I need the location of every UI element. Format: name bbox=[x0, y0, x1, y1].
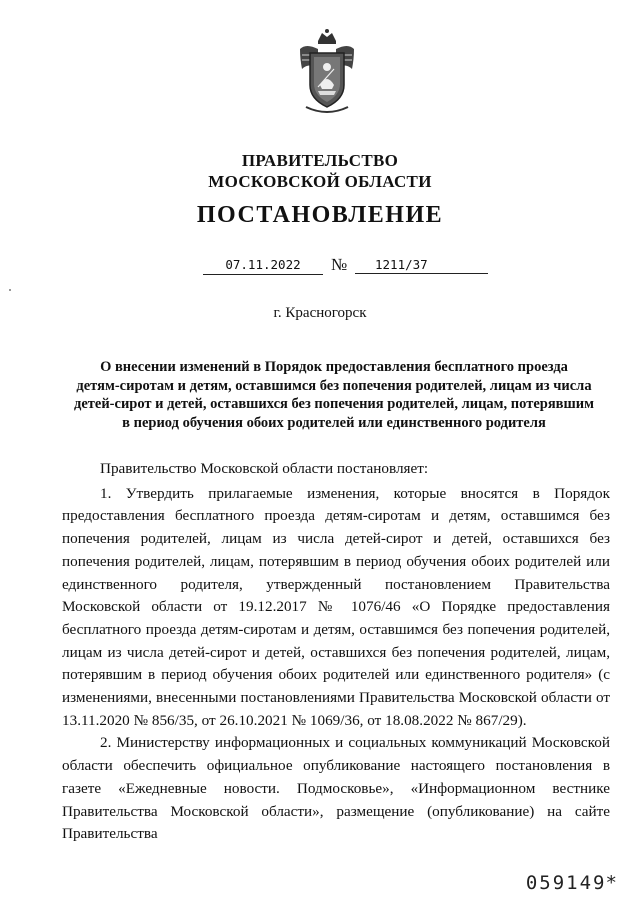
document-number: 1211/37 bbox=[355, 257, 488, 274]
number-label: № bbox=[331, 255, 348, 274]
body-item-1: 1. Утвердить прилагаемые изменения, которые вносятся в Порядок предоставления бесплатного проезда детям-сиротам и детям, оставшимся без попечения родителей, лицам из числа детей-сирот и детей, оставшихся без попечения родителей, лицам, потерявшим в период обучения обоих родителей или единственного родителя, утвержденный постановлением Правительства Московской области от 19.12.2017 № 1076/46 «О Порядке предоставления бесплатного проезда детям-сиротам и детям, оставшимся без попечения родителей, лицам из числа детей-сирот и детей, оставшихся без попечения родителей, лицам, потерявшим в период обучения обоих родителей или единственного родителя» (с изменениями, внесенными постановлениями Правительства Московской области от 13.11.2020 № 856/35, от 26.10.2021 № 1069/36, от 18.08.2022 № 867/29). bbox=[62, 484, 610, 729]
subject-line-4: в период обучения обоих родителей или единственного родителя bbox=[122, 414, 546, 431]
subject-line-3: детей-сирот и детей, оставшихся без попечения родителей, лицам, потерявшим bbox=[74, 396, 594, 412]
serial-stamp bbox=[526, 872, 618, 894]
coat-of-arms-icon bbox=[296, 27, 358, 114]
subject-line-1: О внесении изменений в Порядок предоставления бесплатного проезда bbox=[100, 359, 568, 375]
document-subject bbox=[70, 358, 598, 432]
document-date: 07.11.2022 bbox=[203, 257, 323, 275]
stamp-number: 059149 bbox=[525, 872, 607, 894]
government-title bbox=[0, 150, 640, 192]
date-number-line bbox=[203, 255, 493, 277]
subject-line-2: детям-сиротам и детям, оставшимся без попечения родителей, лицам из числа bbox=[76, 377, 592, 394]
stamp-mark: * bbox=[606, 872, 618, 894]
org-line-2: МОСКОВСКОЙ ОБЛАСТИ bbox=[208, 172, 432, 191]
body-item-2: 2. Министерству информационных и социальных коммуникаций Московской области обеспечить официальное опубликование настоящего постановления в газете «Ежедневные новости. Подмосковье», «Информационном вестнике Правительства Московской области», размещение (опубликование) на сайте Правительства bbox=[62, 734, 610, 843]
document-type: ПОСТАНОВЛЕНИЕ bbox=[196, 202, 444, 228]
document-body bbox=[62, 458, 610, 846]
org-line-1: ПРАВИТЕЛЬСТВО bbox=[241, 151, 399, 170]
city: г. Красногорск bbox=[273, 305, 367, 321]
scan-artifact bbox=[9, 289, 11, 291]
body-intro: Правительство Московской области постановляет: bbox=[100, 460, 429, 477]
